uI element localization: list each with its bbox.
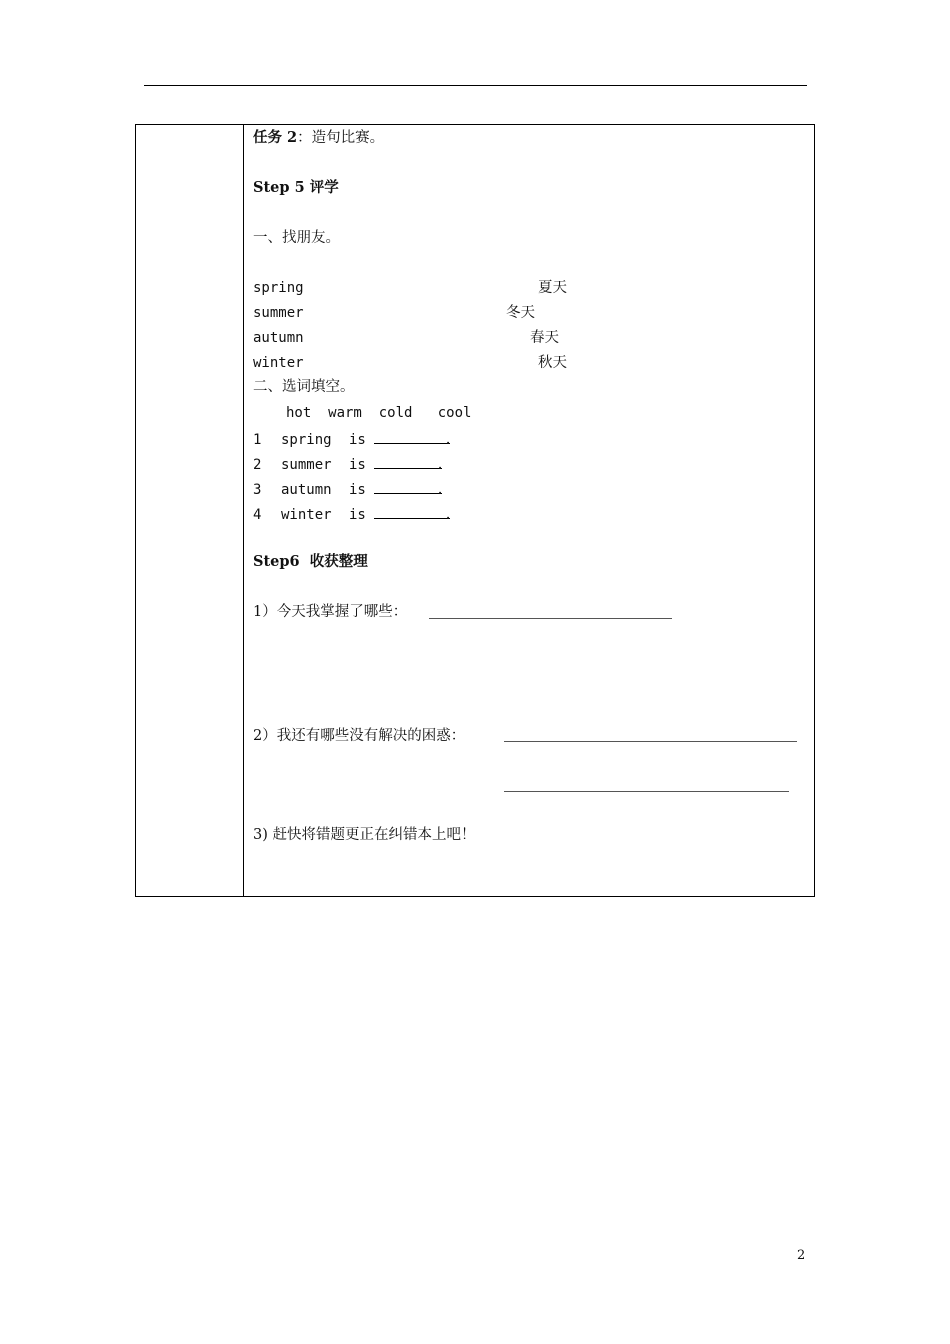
match-chinese-2: 冬天 — [506, 305, 535, 321]
fill-verb: is — [349, 432, 366, 448]
section1-heading: 一、找朋友。 — [253, 230, 340, 246]
left-cell — [136, 125, 244, 896]
fill-verb: is — [349, 482, 366, 498]
task2-label: 任务 2 — [253, 129, 298, 146]
header-rule — [144, 85, 807, 86]
fill-blank[interactable] — [374, 454, 442, 469]
match-chinese-3: 春天 — [530, 330, 559, 346]
fill-number: 2 — [253, 457, 262, 473]
task2-text: ：造句比赛。 — [297, 130, 385, 146]
match-english-1: spring — [253, 280, 304, 296]
section2-heading: 二、选词填空。 — [253, 379, 355, 395]
match-chinese-1: 夏天 — [538, 280, 567, 296]
fill-season: winter — [281, 507, 332, 523]
task2-line — [253, 129, 384, 147]
fill-number: 4 — [253, 507, 262, 523]
match-english-4: winter — [253, 355, 304, 371]
step6-question-2: 2）我还有哪些没有解决的困惑： — [253, 728, 466, 744]
answer-line-1[interactable] — [429, 618, 672, 619]
fill-blank[interactable] — [374, 479, 442, 494]
fill-season: spring — [281, 432, 332, 448]
match-english-3: autumn — [253, 330, 304, 346]
fill-season: autumn — [281, 482, 332, 498]
word-bank: hot warm cold cool — [286, 405, 472, 421]
match-chinese-4: 秋天 — [538, 355, 567, 371]
step5-title: Step 5 评学 — [253, 179, 339, 196]
step6-title: Step6 收获整理 — [253, 553, 368, 570]
fill-blank[interactable] — [374, 429, 450, 444]
match-english-2: summer — [253, 305, 304, 321]
fill-end: . — [443, 507, 453, 523]
fill-item-4 — [253, 504, 452, 524]
fill-item-2 — [253, 454, 444, 474]
fill-number: 1 — [253, 432, 262, 448]
answer-line-2b[interactable] — [504, 791, 789, 792]
fill-verb: is — [349, 457, 366, 473]
fill-item-1 — [253, 429, 452, 449]
page-number: 2 — [797, 1248, 806, 1263]
lesson-table — [135, 124, 815, 897]
fill-end: . — [443, 432, 453, 448]
step6-question-1: 1）今天我掌握了哪些： — [253, 604, 408, 620]
fill-end: . — [435, 482, 445, 498]
fill-blank[interactable] — [374, 504, 450, 519]
step6-question-3: 3) 赶快将错题更正在纠错本上吧！ — [253, 827, 476, 843]
fill-end: . — [435, 457, 445, 473]
answer-line-2a[interactable] — [504, 741, 797, 742]
fill-number: 3 — [253, 482, 262, 498]
fill-verb: is — [349, 507, 366, 523]
fill-item-3 — [253, 479, 444, 499]
fill-season: summer — [281, 457, 332, 473]
